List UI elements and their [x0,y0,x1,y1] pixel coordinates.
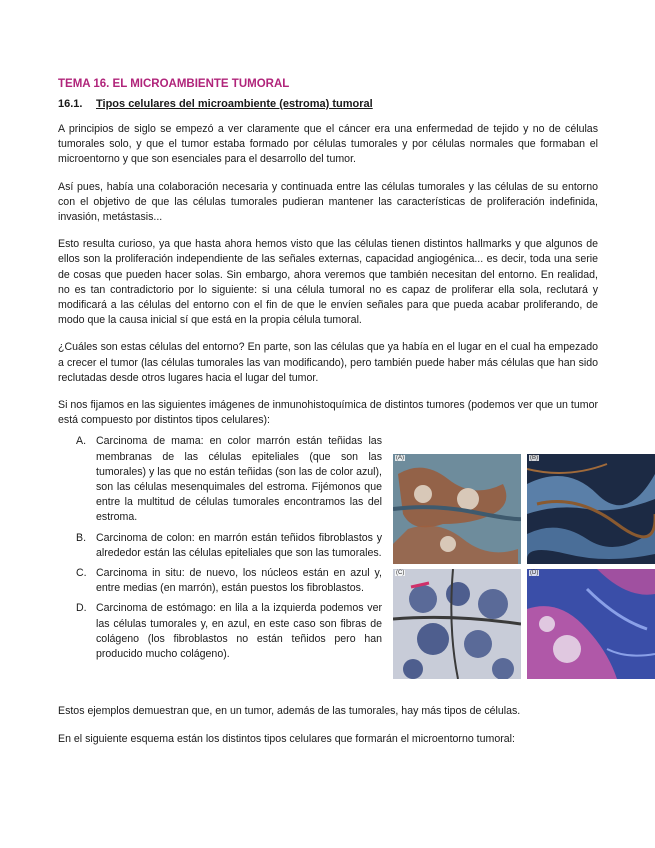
paragraph-6: Estos ejemplos demuestran que, en un tumor, además de las tumorales, hay más tipos de células. [58,705,521,718]
section-number: 16.1. [58,98,83,110]
paragraph-2: Así pues, había una colaboración necesaria y continuada entre las células tumorales y las células de su entorno con el objetivo de que las células tumorales pudieran mantener las características de proliferación indefinida, invasión, metástasis... [58,180,598,224]
list-marker: C. [76,567,87,580]
paragraph-5: Si nos fijamos en las siguientes imágenes de inmunohistoquímica de distintos tumores (podemos ver que un tumor está compuesto por distintos tipos celulares): [58,399,598,427]
paragraph-7: En el siguiente esquema están los distintos tipos celulares que formarán el microentorno tumoral: [58,732,515,745]
chapter-title: TEMA 16. EL MICROAMBIENTE TUMORAL [58,78,290,90]
list-item [58,434,382,525]
list-text: Carcinoma in situ: de nuevo, los núcleos están en azul y, entre medias (en marrón), están puestos los fibroblastos. [96,567,382,595]
list-marker: D. [76,602,87,615]
histology-panel-a [393,454,521,564]
histology-panel-d [527,569,655,679]
panel-label: (A) [396,455,404,462]
panel-label: (B) [530,455,538,462]
paragraph-3: Esto resulta curioso, ya que hasta ahora hemos visto que las células tienen distintos hallmarks y que algunos de ellos son la proliferación independiente de las señales externas, capacidad angiogénica... es decir, toda una serie de cosas que pueden hacer solas. Sin embargo, ahora veremos que también necesitan del entorno. En realidad, no es tan contradictorio por lo siguiente: si una célula tumoral no es capaz de proliferar ella sola, reclutará y modificará a las células del entorno con el fin de que le envíen señales para que pueda acabar proliferando, de modo que la causa inicial sí que está en la propia célula tumoral. [58,238,598,327]
list-text: Carcinoma de colon: en marrón están teñidos fibroblastos y alrededor están las células epiteliales que son las tumorales. [96,531,382,559]
list-text: Carcinoma de mama: en color marrón están teñidas las membranas de las células epiteliales (que son las tumorales) y las que no están teñidas (son las de color azul), son las células mesenquimales del estroma. Fijémonos que entre la multitud de células tumorales encontramos las del estroma. [96,435,382,524]
list-text: Carcinoma de estómago: en lila a la izquierda podemos ver las células tumorales y, en azul, en este caso son fibras de colágeno (los fibroblastos no están teñidos pero han producido mucho colágeno). [96,602,382,661]
document-page [58,78,598,759]
list-item [58,566,382,596]
paragraph-4: ¿Cuáles son estas células del entorno? En parte, son las células que ya había en el lugar en el cual ha empezado a crecer el tumor (las células tumorales las van modificando), pero también puede haber más células que han sido reclutadas desde otros lugares hacia el lugar del tumor. [58,341,598,384]
list-with-figure [58,434,598,696]
histology-panel-b [527,454,655,564]
list-marker: A. [76,435,87,448]
section-heading [58,98,598,110]
panel-label: (C) [396,570,405,577]
histology-figure [393,454,655,679]
section-title: Tipos celulares del microambiente (estroma) tumoral [96,98,373,110]
list-item [58,601,382,662]
panel-label: (D) [530,570,539,577]
tumor-examples-list [58,434,382,667]
paragraph-1: A principios de siglo se empezó a ver claramente que el cáncer era una enfermedad de tejido y no de células tumorales solo, y que el tumor estaba formado por células tumorales y por células normales que formaban el microentorno y que son esenciales para el desarrollo del tumor. [58,123,598,166]
list-marker: B. [76,531,87,544]
histology-panel-c [393,569,521,679]
list-item [58,531,382,561]
